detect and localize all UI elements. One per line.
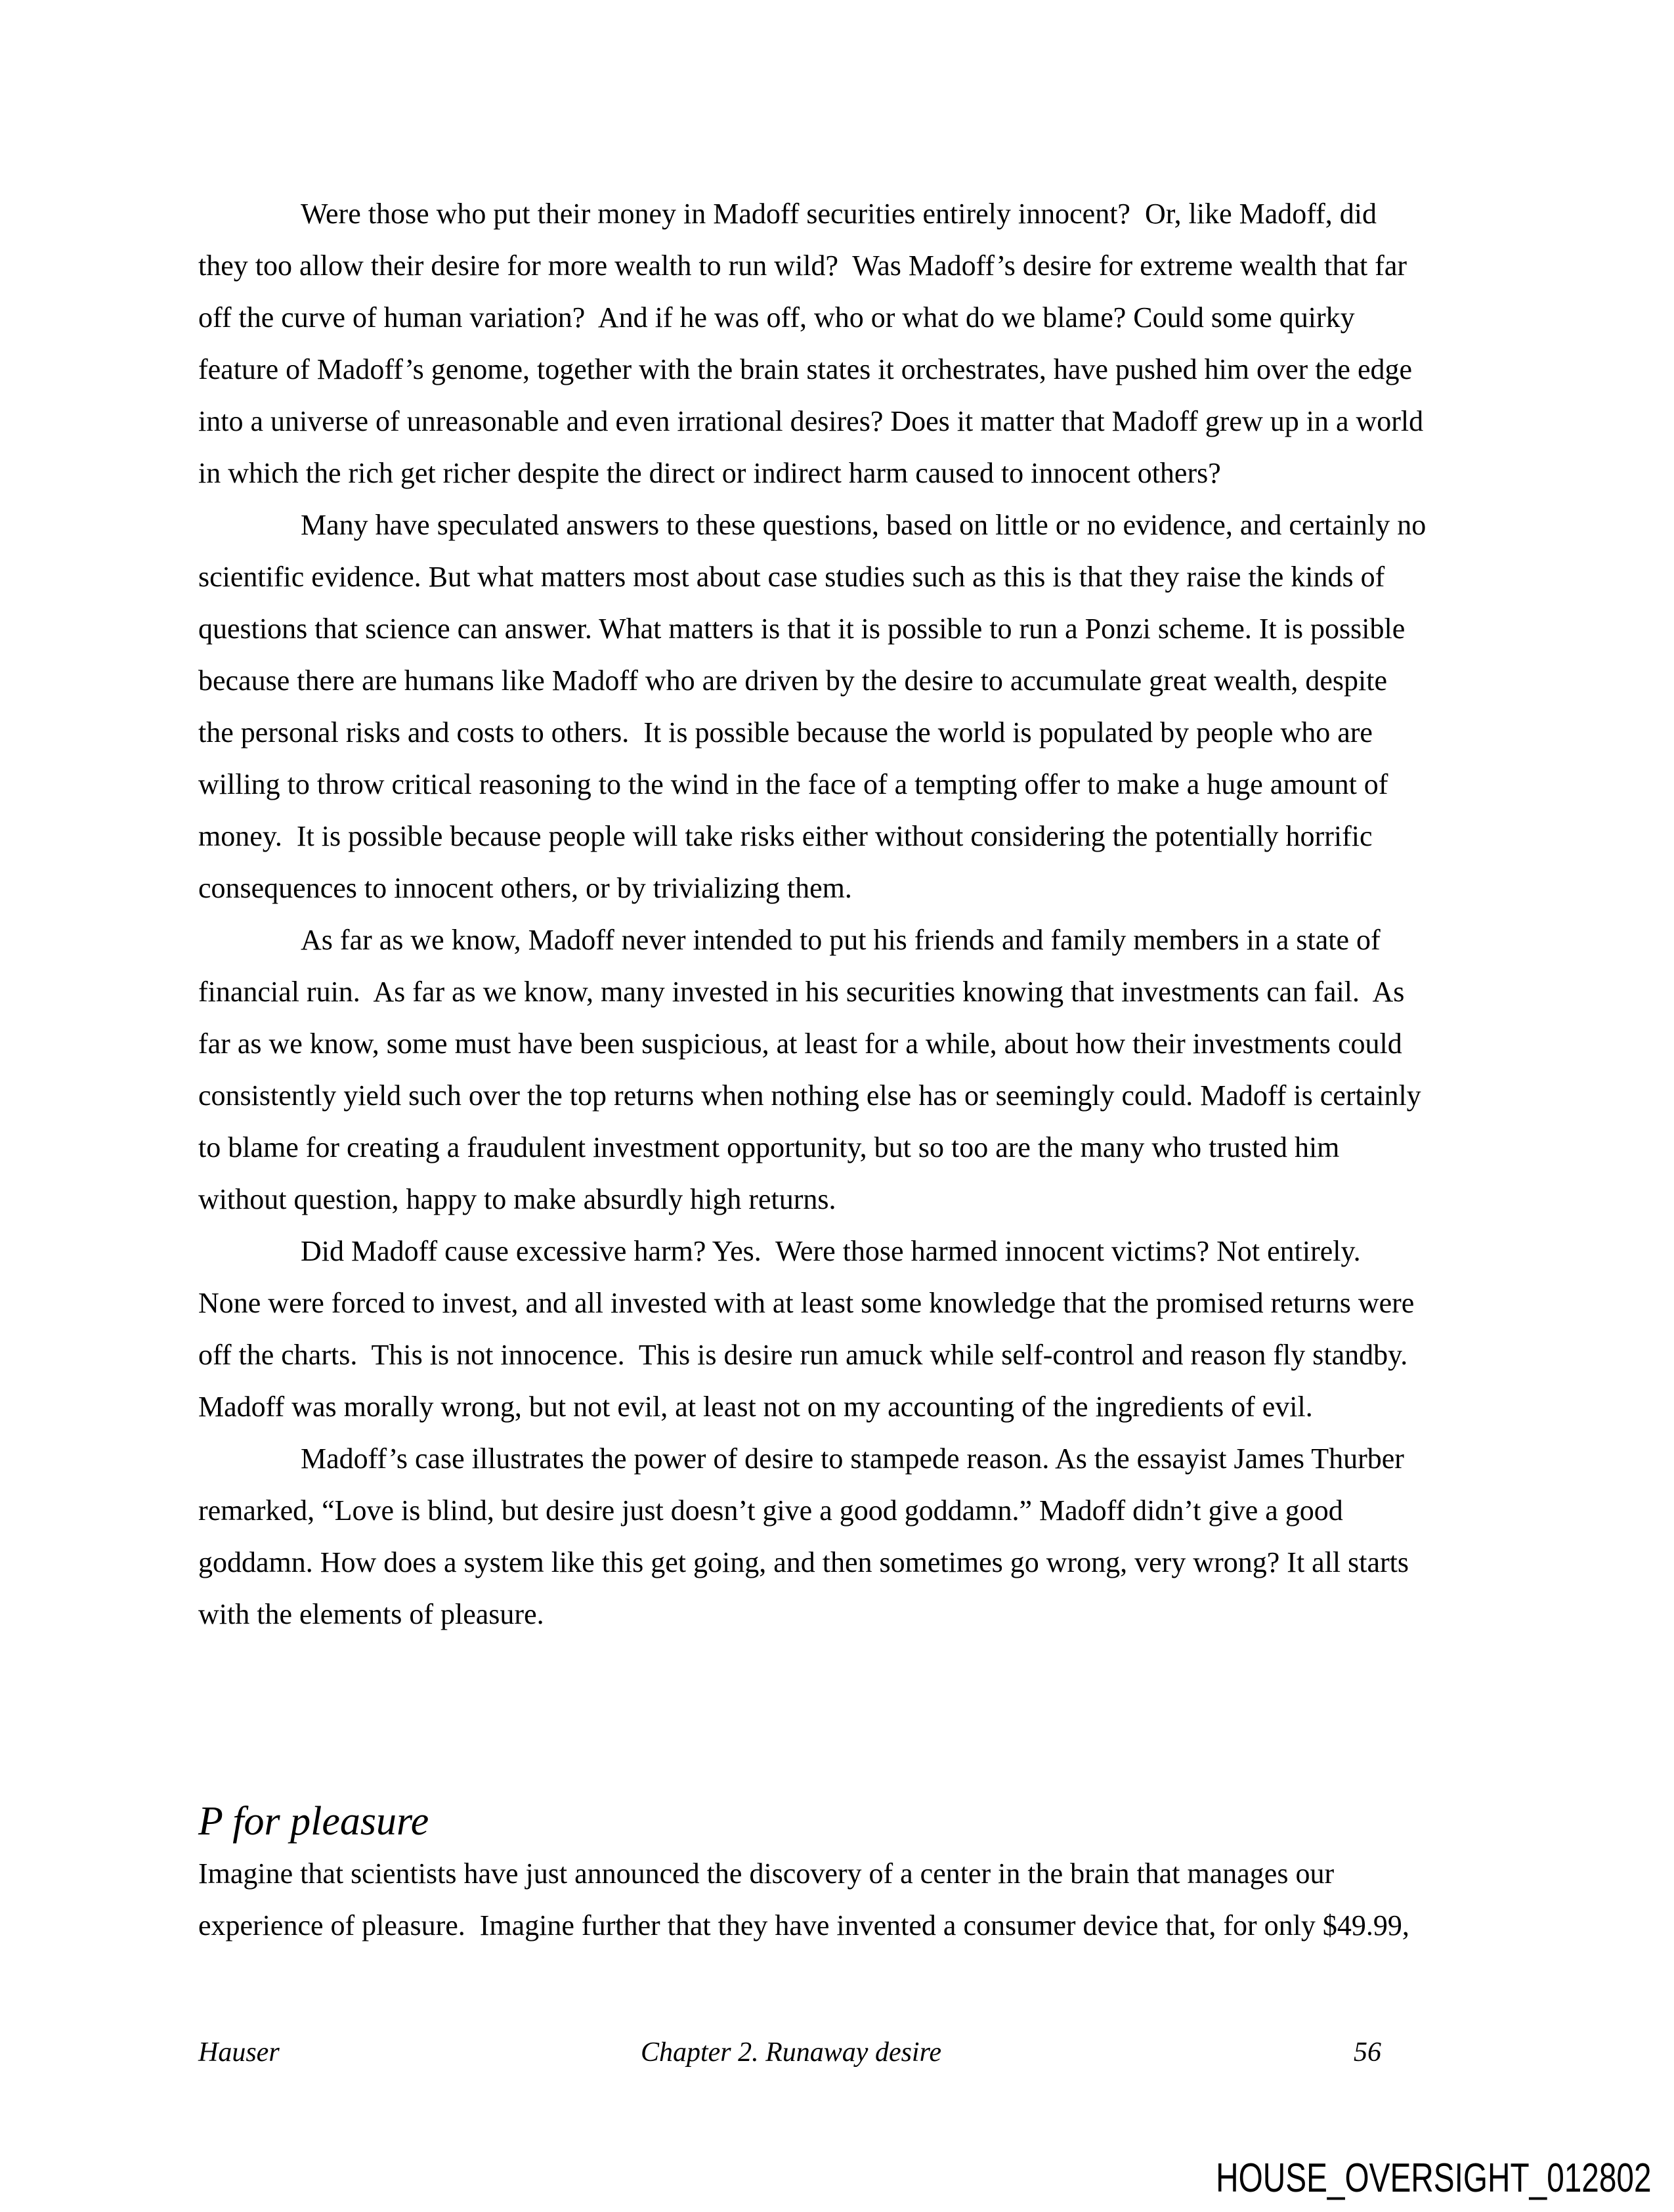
text-line: willing to throw critical reasoning to the wind in the face of a tempting offer to make a huge amount of <box>198 768 1388 800</box>
text-line: without question, happy to make absurdly high returns. <box>198 1183 836 1215</box>
text-line: Madoff’s case illustrates the power of desire to stampede reason. As the essayist James Thurber <box>301 1442 1404 1475</box>
text-line: they too allow their desire for more wealth to run wild? Was Madoff’s desire for extreme wealth that far <box>198 249 1407 282</box>
text-line: the personal risks and costs to others. It is possible because the world is populated by people who are <box>198 716 1373 748</box>
paragraph <box>198 1848 1501 1951</box>
body-text <box>198 188 1501 1951</box>
paragraph <box>198 499 1501 914</box>
text-line: financial ruin. As far as we know, many invested in his securities knowing that investments can fail. As <box>198 976 1405 1008</box>
text-line: money. It is possible because people will take risks either without considering the potentially horrific <box>198 820 1373 852</box>
text-line: far as we know, some must have been suspicious, at least for a while, about how their investments could <box>198 1028 1402 1060</box>
bates-stamp: HOUSE_OVERSIGHT_012802 <box>1215 2156 1651 2201</box>
footer-chapter-title: Chapter 2. Runaway desire <box>640 2037 942 2068</box>
footer-page-number: 56 <box>1354 2037 1381 2068</box>
footer-author: Hauser <box>198 2037 280 2068</box>
text-line: Madoff was morally wrong, but not evil, at least not on my accounting of the ingredients of evil. <box>198 1391 1313 1423</box>
text-line: Did Madoff cause excessive harm? Yes. Were those harmed innocent victims? Not entirely. <box>301 1235 1361 1267</box>
text-line: Many have speculated answers to these questions, based on little or no evidence, and certainly no <box>301 509 1427 541</box>
text-line: scientific evidence. But what matters most about case studies such as this is that they raise the kinds of <box>198 561 1385 593</box>
text-line: into a universe of unreasonable and even irrational desires? Does it matter that Madoff grew up in a world <box>198 405 1424 437</box>
text-line: to blame for creating a fraudulent investment opportunity, but so too are the many who trusted him <box>198 1131 1340 1163</box>
paragraph <box>198 188 1501 499</box>
text-line: with the elements of pleasure. <box>198 1598 544 1630</box>
text-line: consistently yield such over the top returns when nothing else has or seemingly could. Madoff is certainly <box>198 1079 1421 1112</box>
text-line: Were those who put their money in Madoff securities entirely innocent? Or, like Madoff, did <box>301 198 1377 230</box>
paragraph <box>198 1225 1501 1433</box>
text-line: feature of Madoff’s genome, together with the brain states it orchestrates, have pushed him over the edge <box>198 353 1413 385</box>
text-line: None were forced to invest, and all invested with at least some knowledge that the promised returns were <box>198 1287 1415 1319</box>
paragraph <box>198 1433 1501 1640</box>
text-line: goddamn. How does a system like this get going, and then sometimes go wrong, very wrong? It all starts <box>198 1546 1409 1578</box>
page-footer <box>0 2027 1674 2079</box>
section-heading: P for pleasure <box>198 1799 429 1844</box>
text-line: questions that science can answer. What matters is that it is possible to run a Ponzi scheme. It is possible <box>198 613 1406 645</box>
text-line: consequences to innocent others, or by trivializing them. <box>198 872 852 904</box>
paragraph <box>198 914 1501 1225</box>
text-line: remarked, “Love is blind, but desire just doesn’t give a good goddamn.” Madoff didn’t give a good <box>198 1494 1343 1527</box>
text-line: in which the rich get richer despite the direct or indirect harm caused to innocent others? <box>198 457 1221 489</box>
text-line: Imagine that scientists have just announced the discovery of a center in the brain that manages our <box>198 1857 1335 1890</box>
text-line: because there are humans like Madoff who are driven by the desire to accumulate great wealth, despite <box>198 664 1388 697</box>
text-line: As far as we know, Madoff never intended to put his friends and family members in a state of <box>301 924 1381 956</box>
text-line: experience of pleasure. Imagine further that they have invented a consumer device that, for only $49.99, <box>198 1909 1409 1941</box>
text-line: off the curve of human variation? And if he was off, who or what do we blame? Could some quirky <box>198 301 1355 334</box>
text-line: off the charts. This is not innocence. This is desire run amuck while self-control and reason fly standby. <box>198 1339 1408 1371</box>
section-gap <box>198 1640 1501 1796</box>
